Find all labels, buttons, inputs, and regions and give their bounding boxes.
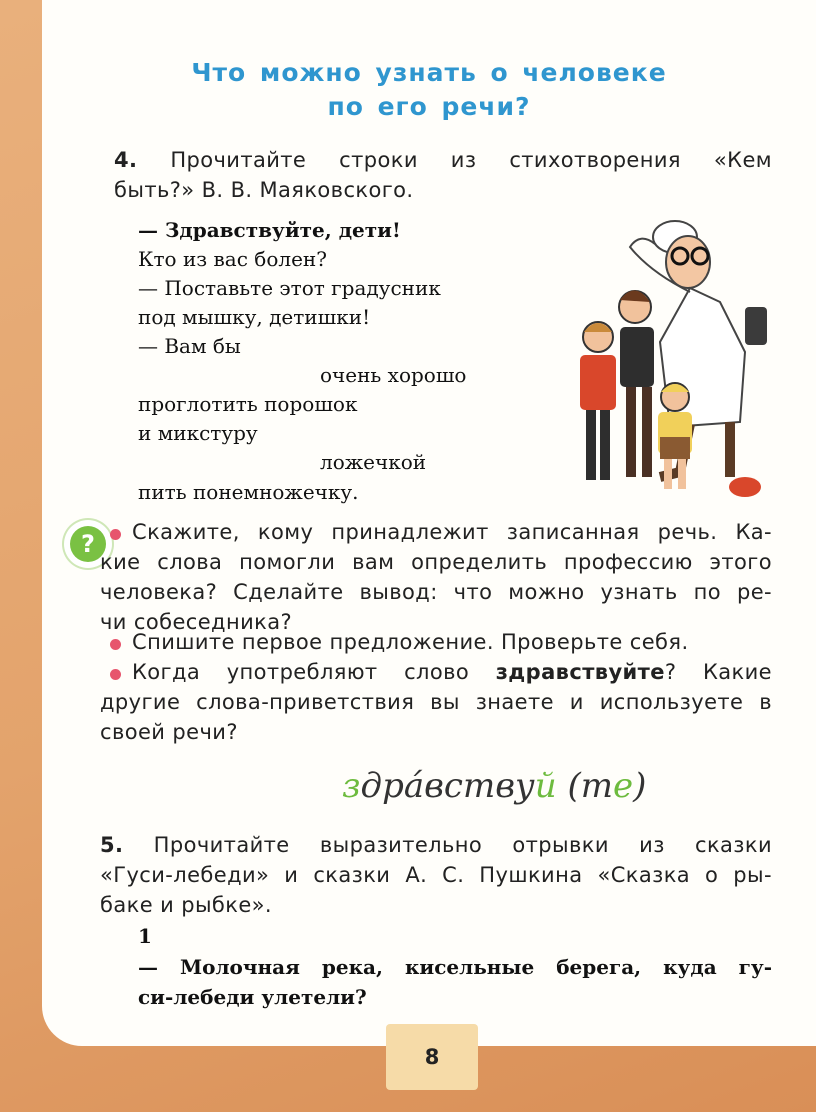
task4-line2: быть?» В. В. Маяковского. [114, 178, 414, 202]
bullet-dot-1 [110, 529, 121, 540]
poem-line-8: и микстуру [138, 421, 258, 445]
question-badge-icon: ? [64, 520, 112, 568]
page-number-tab [386, 1024, 478, 1090]
bullet-dot-2 [110, 639, 121, 650]
doctor-bag [745, 307, 767, 345]
toy [729, 477, 761, 497]
poem-line-9: ложечкой [320, 450, 427, 474]
excerpt-number: 1 [138, 924, 152, 948]
keyword-zdravstvuyte: здравствуйте [495, 660, 665, 684]
poem-line-10: пить понемножечку. [138, 480, 359, 504]
handwritten-word: здра́вствуй (те) [342, 766, 647, 806]
task5-line1: 5. Прочитайте выразительно отрывки из сказки [100, 833, 773, 857]
page-title-line1: Что можно узнать о человеке [191, 58, 667, 87]
bullet1-line4: чи собеседника? [100, 610, 293, 634]
bullet3-line2: другие слова-приветствия вы знаете и используете в [100, 690, 772, 714]
bullet1-line3: человека? Сделайте вывод: что можно узнать по ре- [100, 580, 772, 604]
poem-line-7: проглотить порошок [138, 392, 358, 416]
poem-line-3: — Поставьте этот градусник [138, 276, 441, 300]
poem-line-1: — Здравствуйте, дети! [138, 218, 401, 242]
task4-number: 4. [114, 148, 138, 172]
poem-line-4: под мышку, детишки! [138, 305, 371, 329]
poem-line-6: очень хорошо [320, 363, 467, 387]
bullet1-line1: Скажите, кому принадлежит записанная речь. Ка- [132, 520, 772, 544]
poem-line-2: Кто из вас болен? [138, 247, 327, 271]
task4-line1: 4. Прочитайте строки из стихотворения «Кем [114, 148, 772, 172]
boy-shirt [620, 327, 654, 387]
boy-red-shirt [580, 355, 616, 410]
task5-number: 5. [100, 833, 124, 857]
bullet-dot-3 [110, 669, 121, 680]
excerpt-line1: — Молочная река, кисельные берега, куда гу- [138, 955, 772, 979]
task5-line2: «Гуси-лебеди» и сказки А. С. Пушкина «Сказка о ры- [100, 863, 772, 887]
task5-line3: баке и рыбке». [100, 893, 273, 917]
bullet3-line1: Когда употребляют слово здравствуйте? Какие [132, 660, 772, 684]
excerpt-line2: си-лебеди улетели? [138, 985, 367, 1009]
bullet1-line2: кие слова помогли вам определить профессию этого [100, 550, 772, 574]
page-number: 8 [424, 1045, 440, 1069]
poem-line-5: — Вам бы [138, 334, 241, 358]
doctor-children-illustration [540, 192, 770, 507]
bullet3-line3: своей речи? [100, 720, 238, 744]
page-title-line2: по его речи? [327, 92, 531, 121]
bullet2-text: Спишите первое предложение. Проверьте себя. [132, 630, 689, 654]
textbook-page [42, 0, 816, 1046]
